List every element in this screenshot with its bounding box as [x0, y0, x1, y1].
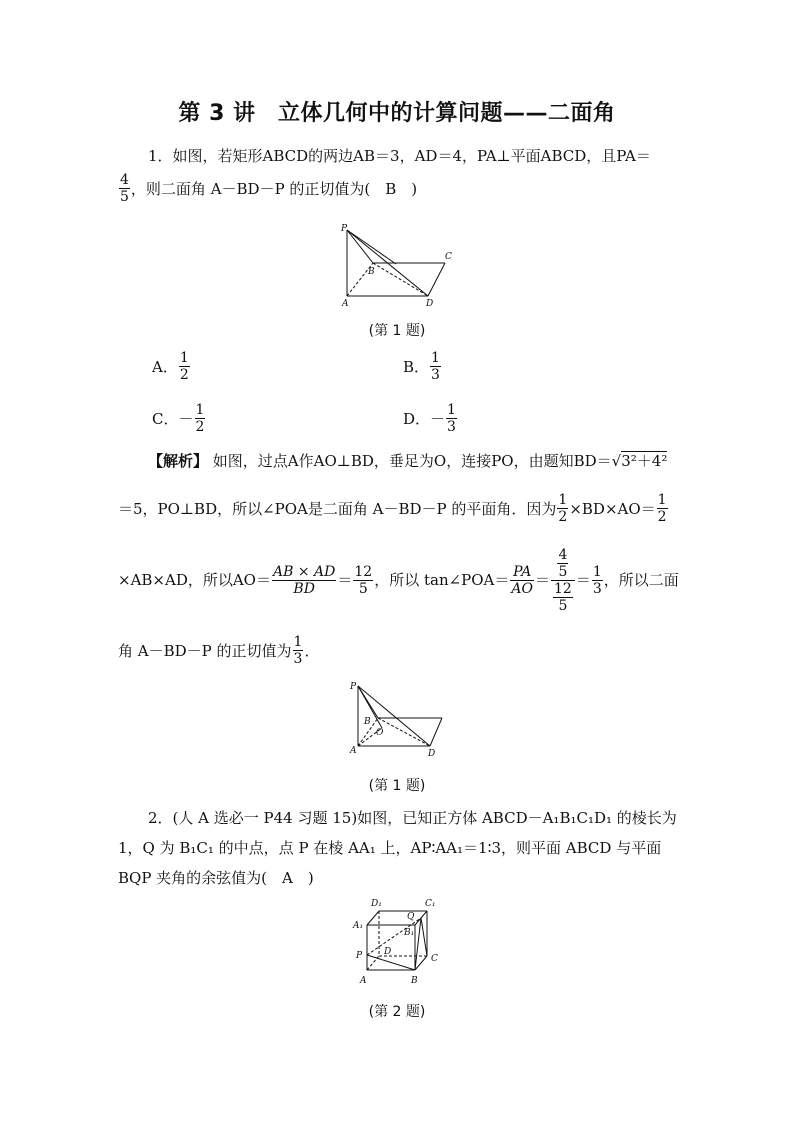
option-d-den: 3 — [447, 419, 456, 435]
sol-l3a: ×AB×AD，所以AO＝ — [118, 571, 271, 589]
option-a-num: 1 — [179, 350, 189, 366]
label-D: D — [384, 947, 392, 957]
sol-ao-val-num: 12 — [354, 563, 373, 580]
sol-l4b: ． — [304, 641, 320, 660]
label-B: B — [364, 717, 371, 727]
q1-pa-fraction — [119, 172, 130, 205]
sol-pa-ao-num: PA — [510, 564, 534, 581]
edge-QB — [415, 918, 421, 970]
q1-option-c — [152, 402, 206, 435]
edge-DC — [428, 263, 445, 296]
label-C: C — [445, 252, 452, 262]
label-A: A — [350, 746, 357, 756]
option-a-den: 2 — [179, 367, 189, 383]
label-B1: B₁ — [404, 928, 415, 938]
sol-ao-val-den: 5 — [358, 580, 368, 597]
sol-compound-den — [551, 581, 575, 614]
sol-half-den-1: 2 — [558, 509, 568, 525]
label-A: A — [360, 976, 367, 986]
edge-PB — [347, 230, 373, 263]
q1-pa-den: 5 — [120, 189, 129, 205]
option-c-frac — [195, 402, 206, 435]
option-b-letter: B． — [403, 358, 430, 376]
label-B: B — [368, 267, 375, 277]
solution-figure-caption: (第 1 题) — [368, 778, 426, 794]
sol-half-den-2: 2 — [657, 509, 667, 525]
q2-cube-figure — [351, 895, 445, 989]
option-c-letter: C． — [152, 410, 179, 428]
sol-compound-num — [551, 547, 575, 581]
sol-l2a: ＝5，PO⊥BD，所以∠POA是二面角 A－BD－P 的平面角．因为 — [118, 499, 557, 518]
option-b-num: 1 — [431, 350, 440, 366]
page-title: 第 3 讲 立体几何中的计算问题——二面角 — [178, 101, 616, 126]
label-P: P — [341, 224, 348, 234]
q1-stem-line2: ，则二面角 A－BD－P 的正切值为( B ) — [130, 179, 418, 198]
solution-l1-text: 如图，过点A作AO⊥BD，垂足为O，连接PO，由题知BD＝ — [212, 452, 612, 470]
sol-l3d: ＝ — [535, 571, 551, 589]
label-A: A — [342, 299, 349, 309]
edge-BD-hidden — [378, 718, 430, 746]
label-D: D — [426, 299, 434, 309]
sol-half-num-1: 1 — [558, 492, 568, 508]
solution-line2 — [118, 492, 669, 525]
q1-stem-line1: 1．如图，若矩形ABCD的两边AB＝3，AD＝4，PA⊥平面ABCD，且PA＝ — [148, 147, 651, 165]
sol-final-frac — [293, 634, 304, 667]
sol-inner-bottom — [553, 581, 573, 614]
q1-option-d — [403, 402, 458, 435]
edge-DC — [430, 718, 442, 746]
option-c-sign: － — [178, 410, 194, 428]
edge-BD-hidden — [373, 263, 428, 296]
sol-ao-frac — [272, 564, 336, 597]
edge-A1D1 — [367, 911, 379, 925]
sol-l4a: 角 A－BD－P 的正切值为 — [118, 641, 292, 660]
sol-pa-ao-den: AO — [511, 580, 533, 597]
q2-line1: 2．(人 A 选必一 P44 习题 15)如图，已知正方体 ABCD－A₁B₁C₁D₁ 的棱长为 — [148, 809, 677, 827]
option-d-frac — [446, 402, 457, 435]
label-C1: C₁ — [425, 899, 436, 909]
sol-inner-bottom-num: 12 — [554, 580, 572, 597]
label-D1: D₁ — [371, 899, 382, 909]
solution-line1 — [148, 451, 667, 471]
edge-QC — [421, 918, 427, 956]
edge-PC-front — [347, 230, 396, 264]
q2-line3: BQP 夹角的余弦值为( A ) — [118, 869, 314, 887]
q1-option-b — [403, 350, 442, 383]
sol-half-num-2: 1 — [657, 492, 667, 508]
option-b-den: 3 — [431, 367, 440, 383]
option-c-den: 2 — [195, 419, 205, 435]
label-P: P — [350, 682, 357, 692]
label-D: D — [428, 749, 436, 759]
sol-inner-top-num: 4 — [558, 546, 568, 563]
sol-compound-frac — [551, 547, 575, 614]
solution-tag: 【解析】 — [148, 452, 209, 470]
q1-figure-caption: (第 1 题) — [368, 323, 426, 339]
sol-half-frac-1 — [557, 492, 568, 525]
sol-ao-den: BD — [293, 580, 315, 597]
q1-stem-line2-wrap — [118, 172, 417, 205]
label-B: B — [411, 976, 418, 986]
sol-result-den: 3 — [592, 580, 602, 597]
option-c-num: 1 — [195, 402, 205, 418]
label-P: P — [356, 951, 363, 961]
sol-l3e: ＝ — [575, 571, 591, 589]
q2-line2: 1，Q 为 B₁C₁ 的中点，点 P 在棱 AA₁ 上，AP∶AA₁＝1∶3，则平面 ABCD 与平面 — [118, 839, 662, 857]
q1-figure — [336, 222, 460, 312]
option-a-frac — [179, 350, 190, 383]
label-C: C — [431, 954, 438, 964]
option-a-letter: A． — [152, 358, 178, 376]
sqrt-content: 3²＋4² — [621, 452, 668, 470]
q1-pa-num: 4 — [120, 172, 129, 188]
solution-line4 — [118, 634, 319, 667]
solution-figure — [345, 680, 449, 762]
sol-result-frac — [592, 564, 603, 597]
sol-l2b: ×BD×AO＝ — [569, 499, 656, 518]
sol-ao-val-frac — [353, 564, 373, 597]
sol-final-num: 1 — [293, 634, 303, 650]
sol-l3f: ，所以二面 — [603, 571, 679, 589]
option-d-num: 1 — [447, 402, 456, 418]
sol-l3b: ＝ — [337, 571, 353, 589]
sol-final-den: 3 — [293, 651, 303, 667]
q2-figure-caption: (第 2 题) — [368, 1004, 426, 1020]
option-d-sign: － — [430, 410, 446, 428]
option-b-frac — [430, 350, 441, 383]
sol-inner-bottom-den: 5 — [558, 597, 568, 614]
sol-inner-top — [557, 547, 568, 580]
option-d-letter: D． — [403, 410, 431, 428]
edge-PD — [358, 686, 430, 746]
q1-option-a — [152, 350, 191, 383]
sol-l3c: ，所以 tan∠POA＝ — [374, 571, 510, 589]
label-Q: Q — [407, 912, 415, 922]
sqrt-symbol: √ — [611, 452, 622, 470]
solution-line3 — [118, 540, 679, 620]
sol-pa-ao-frac — [510, 564, 534, 597]
label-A1: A₁ — [353, 921, 364, 931]
edge-PB — [367, 955, 415, 970]
sol-ao-num: AB × AD — [272, 563, 336, 580]
sol-inner-top-den: 5 — [558, 563, 568, 580]
label-O: O — [376, 728, 384, 738]
sol-half-frac-2 — [657, 492, 668, 525]
sol-result-num: 1 — [592, 563, 602, 580]
